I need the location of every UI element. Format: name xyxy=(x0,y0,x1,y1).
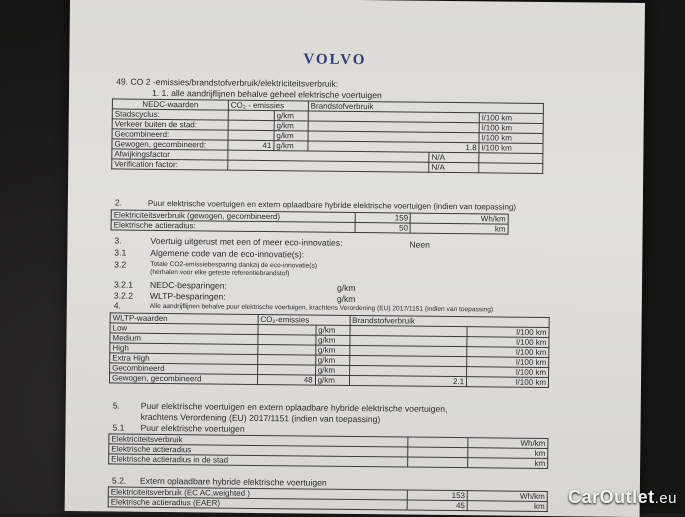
wltp-header: WLTP-waarden xyxy=(110,313,258,325)
co2-unit: g/km xyxy=(315,335,349,345)
co2-value xyxy=(257,364,315,375)
section-3-label: Voertuig uitgerust met een of meer eco-innovaties: xyxy=(150,235,343,248)
fuel-value: 1.8 xyxy=(308,141,479,153)
section-3-2-number: 3.2 xyxy=(114,259,127,270)
fuel-unit: l/100 km xyxy=(479,143,543,154)
watermark-tld: .eu xyxy=(654,490,677,507)
co2-value xyxy=(257,354,315,365)
co2-value: 41 xyxy=(228,140,274,150)
fuel-header: Brandstofverbruik xyxy=(350,315,550,327)
section-49-subheading: 1. 1. alle aandrijflijnen behalve geheel elektrische voertuigen xyxy=(151,87,382,101)
co2-value xyxy=(258,334,316,345)
bev-label: Elektrische actieradius xyxy=(109,444,408,457)
watermark xyxy=(568,487,677,508)
phev-unit: km xyxy=(467,501,547,512)
co2-unit: g/km xyxy=(315,345,349,355)
phev-label: Elektrische actieradius (EAER) xyxy=(108,497,407,510)
section-5-title-cont: krachtens Verordening (EU) 2017/1151 (indien van toepassing) xyxy=(140,411,381,425)
co2-unit: g/km xyxy=(315,365,349,375)
co2-value xyxy=(228,120,274,130)
bev-label: Elektriciteitsverbruik xyxy=(109,434,408,447)
afwijking-label: Afwijkingsfactor xyxy=(112,149,228,160)
fuel-unit: l/100 km xyxy=(467,327,549,338)
brand-logo: VOLVO xyxy=(303,51,367,69)
co2-unit: g/km xyxy=(274,141,308,151)
section-5-1-label: Puur elektrische voertuigen xyxy=(140,422,245,434)
row-label: Verkeer buiten de stad: xyxy=(112,119,228,130)
bev-table xyxy=(108,433,548,469)
section-3-2-2-label: WLTP-besparingen: xyxy=(149,290,226,302)
co2-value xyxy=(228,110,274,120)
fuel-unit: l/100 km xyxy=(467,337,549,348)
verification-label: Verification factor: xyxy=(112,159,228,170)
row-label: Gecombineerd: xyxy=(112,129,228,140)
co2-value xyxy=(228,130,274,140)
co2-header: CO₂-emissies xyxy=(258,314,350,325)
phev-unit: Wh/km xyxy=(467,491,547,502)
row-label: Extra High xyxy=(110,353,258,365)
document-page xyxy=(65,0,645,517)
fuel-unit: l/100 km xyxy=(467,367,549,378)
fuel-unit: l/100 km xyxy=(467,357,549,368)
phev-value: 153 xyxy=(408,490,468,501)
ev-value: 159 xyxy=(355,212,411,223)
section-3-number: 3. xyxy=(114,235,122,246)
afwijking-value: N/A xyxy=(429,152,479,163)
fuel-unit: l/100 km xyxy=(467,377,549,388)
section-3-2-2-unit: g/km xyxy=(336,293,356,304)
bev-value xyxy=(408,437,468,448)
phev-table xyxy=(108,486,548,512)
ev-value: 50 xyxy=(355,222,411,233)
bev-label: Elektrische actieradius in de stad xyxy=(109,454,408,467)
section-2-title: Puur elektrische voertuigen en extern oplaadbare hybride elektrische voertuigen (indien van toepassing) xyxy=(147,198,517,212)
section-49-heading: 49. CO 2 -emissies/brandstofverbruik/elektriciteitsverbruik: xyxy=(116,76,339,89)
section-5-2-label: Extern oplaadbare hybride elektrische voertuigen xyxy=(139,475,327,488)
section-2-number: 2. xyxy=(114,197,123,208)
ev-label: Elektrische actieradius: xyxy=(111,220,355,233)
bev-value xyxy=(408,447,468,458)
fuel-unit: l/100 km xyxy=(467,347,549,358)
fuel-unit: l/100 km xyxy=(479,133,543,144)
co2-value: 48 xyxy=(257,374,315,385)
bev-unit: km xyxy=(468,448,548,459)
fuel-header: Brandstofverbruik xyxy=(308,101,543,113)
co2-unit: g/km xyxy=(316,325,350,335)
section-3-value: Neen xyxy=(409,239,431,250)
section-3-2-1-number: 3.2.1 xyxy=(113,279,134,290)
row-label: Medium xyxy=(110,333,258,345)
ev-unit: Wh/km xyxy=(411,213,509,224)
co2-unit: g/km xyxy=(315,355,349,365)
co2-value xyxy=(258,344,316,355)
co2-header: CO₂ - emissies xyxy=(228,100,308,111)
section-4-number: 4. xyxy=(113,300,122,311)
co2-unit: g/km xyxy=(315,375,349,385)
bev-unit: Wh/km xyxy=(468,438,548,449)
phev-value: 45 xyxy=(408,500,468,511)
section-3-1-label: Algemene code van de eco-innovatie(s): xyxy=(150,247,305,260)
verification-value: N/A xyxy=(429,162,479,173)
bev-value xyxy=(408,457,468,468)
nedc-header: NEDC-waarden xyxy=(112,99,228,110)
section-5-title: Puur elektrische voertuigen en extern oplaadbare hybride elektrische voertuigen, xyxy=(140,400,448,414)
section-5-number: 5. xyxy=(112,400,120,411)
fuel-unit: l/100 km xyxy=(479,123,543,134)
watermark-name: CarOutlet xyxy=(568,487,655,507)
ev-table xyxy=(111,209,509,234)
section-3-2-1-unit: g/km xyxy=(336,282,356,293)
co2-unit: g/km xyxy=(274,131,308,141)
section-5-1-number: 5.1 xyxy=(112,422,125,433)
bev-unit: km xyxy=(468,458,548,469)
ev-unit: km xyxy=(410,223,508,234)
wltp-table xyxy=(109,312,550,388)
co2-value xyxy=(258,324,316,335)
phev-label: Elektriciteitsverbruik (EC AC,weighted ) xyxy=(108,487,407,500)
fuel-value: 2.1 xyxy=(349,375,467,386)
fuel-unit: l/100 km xyxy=(479,113,543,124)
row-label: Gecombineerd xyxy=(110,363,258,375)
nedc-table xyxy=(111,98,544,174)
section-3-2-1-label: NEDC-besparingen: xyxy=(149,279,227,291)
row-label: High xyxy=(110,343,258,355)
row-label: Gewogen, gecombineerd: xyxy=(112,139,228,150)
co2-unit: g/km xyxy=(274,121,308,131)
section-5-2-number: 5.2. xyxy=(111,475,127,486)
section-4-title: Alle aandrijflijnen behalve puur elektrische voertuigen, krachtens Verordening (EU) 2017/1151 (indien van toepassing) xyxy=(149,302,494,314)
section-3-2-note: (herhalen voor elke geteste referentiebrandstof) xyxy=(150,268,290,278)
row-label: Stadscyclus: xyxy=(112,109,228,120)
section-3-1-number: 3.1 xyxy=(114,247,127,258)
section-3-2-2-number: 3.2.2 xyxy=(113,290,134,301)
row-label: Gewogen, gecombineerd xyxy=(109,373,257,385)
row-label: Low xyxy=(110,323,258,335)
co2-unit: g/km xyxy=(274,111,308,121)
ev-label: Elektriciteitsverbruik (gewogen, gecombineerd) xyxy=(111,210,355,223)
section-3-2-label: Totale CO2-emissiebesparing dankzij de eco-innovatie(s) xyxy=(150,260,318,270)
